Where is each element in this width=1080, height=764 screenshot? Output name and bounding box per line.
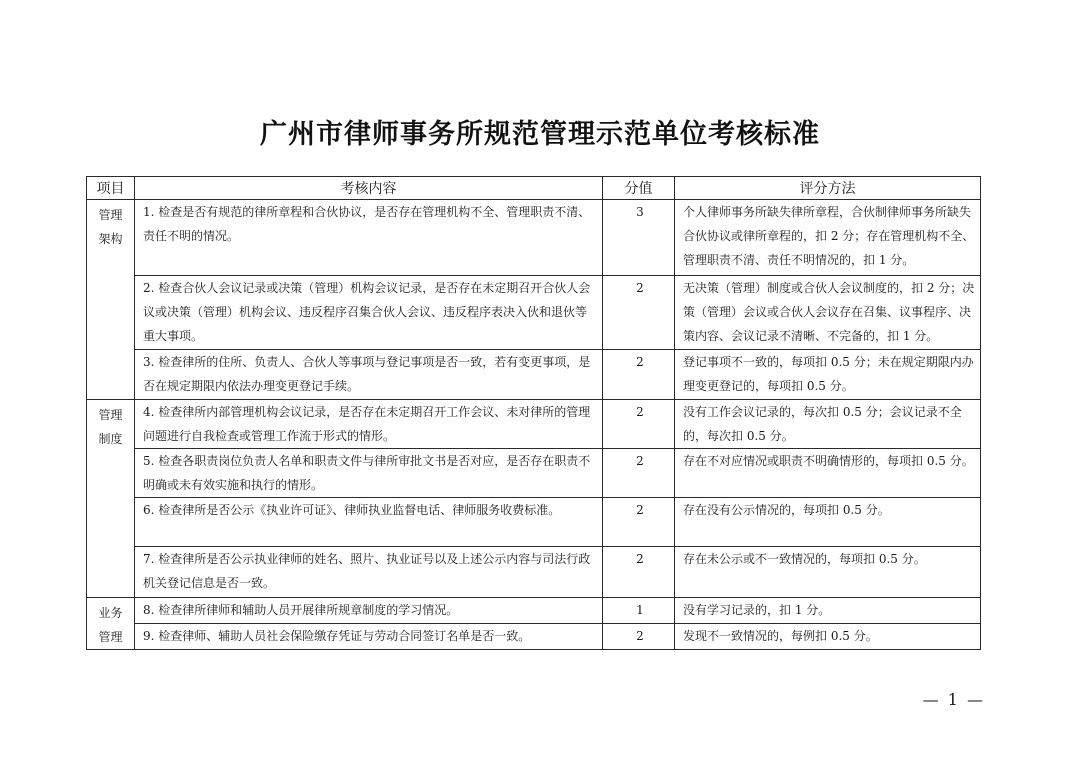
content-cell: 2. 检查合伙人会议记录或决策（管理）机构会议记录，是否存在未定期召开合伙人会议或决策（管理）机构会议、违反程序召集合伙人会议、违反程序表决入伙和退伙等重大事项。 (135, 276, 603, 350)
header-item: 项目 (87, 177, 135, 200)
header-content: 考核内容 (135, 177, 603, 200)
table-header-row (87, 177, 981, 200)
content-cell: 8. 检查律所律师和辅助人员开展律所规章制度的学习情况。 (135, 598, 603, 624)
score-cell: 2 (603, 350, 675, 400)
score-cell: 2 (603, 449, 675, 498)
score-cell: 2 (603, 547, 675, 598)
score-cell: 2 (603, 276, 675, 350)
method-cell: 没有学习记录的，扣 1 分。 (675, 598, 981, 624)
method-cell: 个人律师事务所缺失律所章程，合伙制律师事务所缺失合伙协议或律所章程的，扣 2 分；存在管理机构不全、管理职责不清、责任不明情况的，扣 1 分。 (675, 200, 981, 276)
content-cell: 9. 检查律师、辅助人员社会保险缴存凭证与劳动合同签订名单是否一致。 (135, 624, 603, 650)
category-cell: 管理 制度 (87, 400, 135, 598)
category-cell: 管理 架构 (87, 200, 135, 400)
table-row (87, 276, 981, 350)
score-cell: 2 (603, 498, 675, 547)
score-cell: 3 (603, 200, 675, 276)
score-cell: 2 (603, 400, 675, 449)
content-cell: 3. 检查律所的住所、负责人、合伙人等事项与登记事项是否一致，若有变更事项，是否在规定期限内依法办理变更登记手续。 (135, 350, 603, 400)
score-cell: 1 (603, 598, 675, 624)
page-number: — 1 — (922, 690, 985, 709)
content-cell: 7. 检查律所是否公示执业律师的姓名、照片、执业证号以及上述公示内容与司法行政机关登记信息是否一致。 (135, 547, 603, 598)
table-row (87, 350, 981, 400)
table-row (87, 200, 981, 276)
assessment-table (86, 176, 981, 650)
method-cell: 存在未公示或不一致情况的，每项扣 0.5 分。 (675, 547, 981, 598)
method-cell: 无决策（管理）制度或合伙人会议制度的，扣 2 分；决策（管理）会议或合伙人会议存在召集、议事程序、决策内容、会议记录不清晰、不完备的，扣 1 分。 (675, 276, 981, 350)
method-cell: 存在没有公示情况的，每项扣 0.5 分。 (675, 498, 981, 547)
method-cell: 发现不一致情况的，每例扣 0.5 分。 (675, 624, 981, 650)
table-row (87, 624, 981, 650)
table-row (87, 498, 981, 547)
table-row (87, 400, 981, 449)
table-row (87, 598, 981, 624)
header-method: 评分方法 (675, 177, 981, 200)
content-cell: 6. 检查律所是否公示《执业许可证》、律师执业监督电话、律师服务收费标准。 (135, 498, 603, 547)
method-cell: 登记事项不一致的，每项扣 0.5 分；未在规定期限内办理变更登记的，每项扣 0.5 分。 (675, 350, 981, 400)
table-row (87, 449, 981, 498)
header-score: 分值 (603, 177, 675, 200)
method-cell: 存在不对应情况或职责不明确情形的，每项扣 0.5 分。 (675, 449, 981, 498)
document-title: 广州市律师事务所规范管理示范单位考核标准 (260, 119, 820, 150)
content-cell: 5. 检查各职责岗位负责人名单和职责文件与律所审批文书是否对应，是否存在职责不明确或未有效实施和执行的情形。 (135, 449, 603, 498)
content-cell: 4. 检查律所内部管理机构会议记录，是否存在未定期召开工作会议、未对律所的管理问题进行自我检查或管理工作流于形式的情形。 (135, 400, 603, 449)
table-row (87, 547, 981, 598)
score-cell: 2 (603, 624, 675, 650)
category-cell: 业务 管理 (87, 598, 135, 650)
method-cell: 没有工作会议记录的，每次扣 0.5 分；会议记录不全的，每次扣 0.5 分。 (675, 400, 981, 449)
content-cell: 1. 检查是否有规范的律所章程和合伙协议，是否存在管理机构不全、管理职责不清、责任不明的情况。 (135, 200, 603, 276)
